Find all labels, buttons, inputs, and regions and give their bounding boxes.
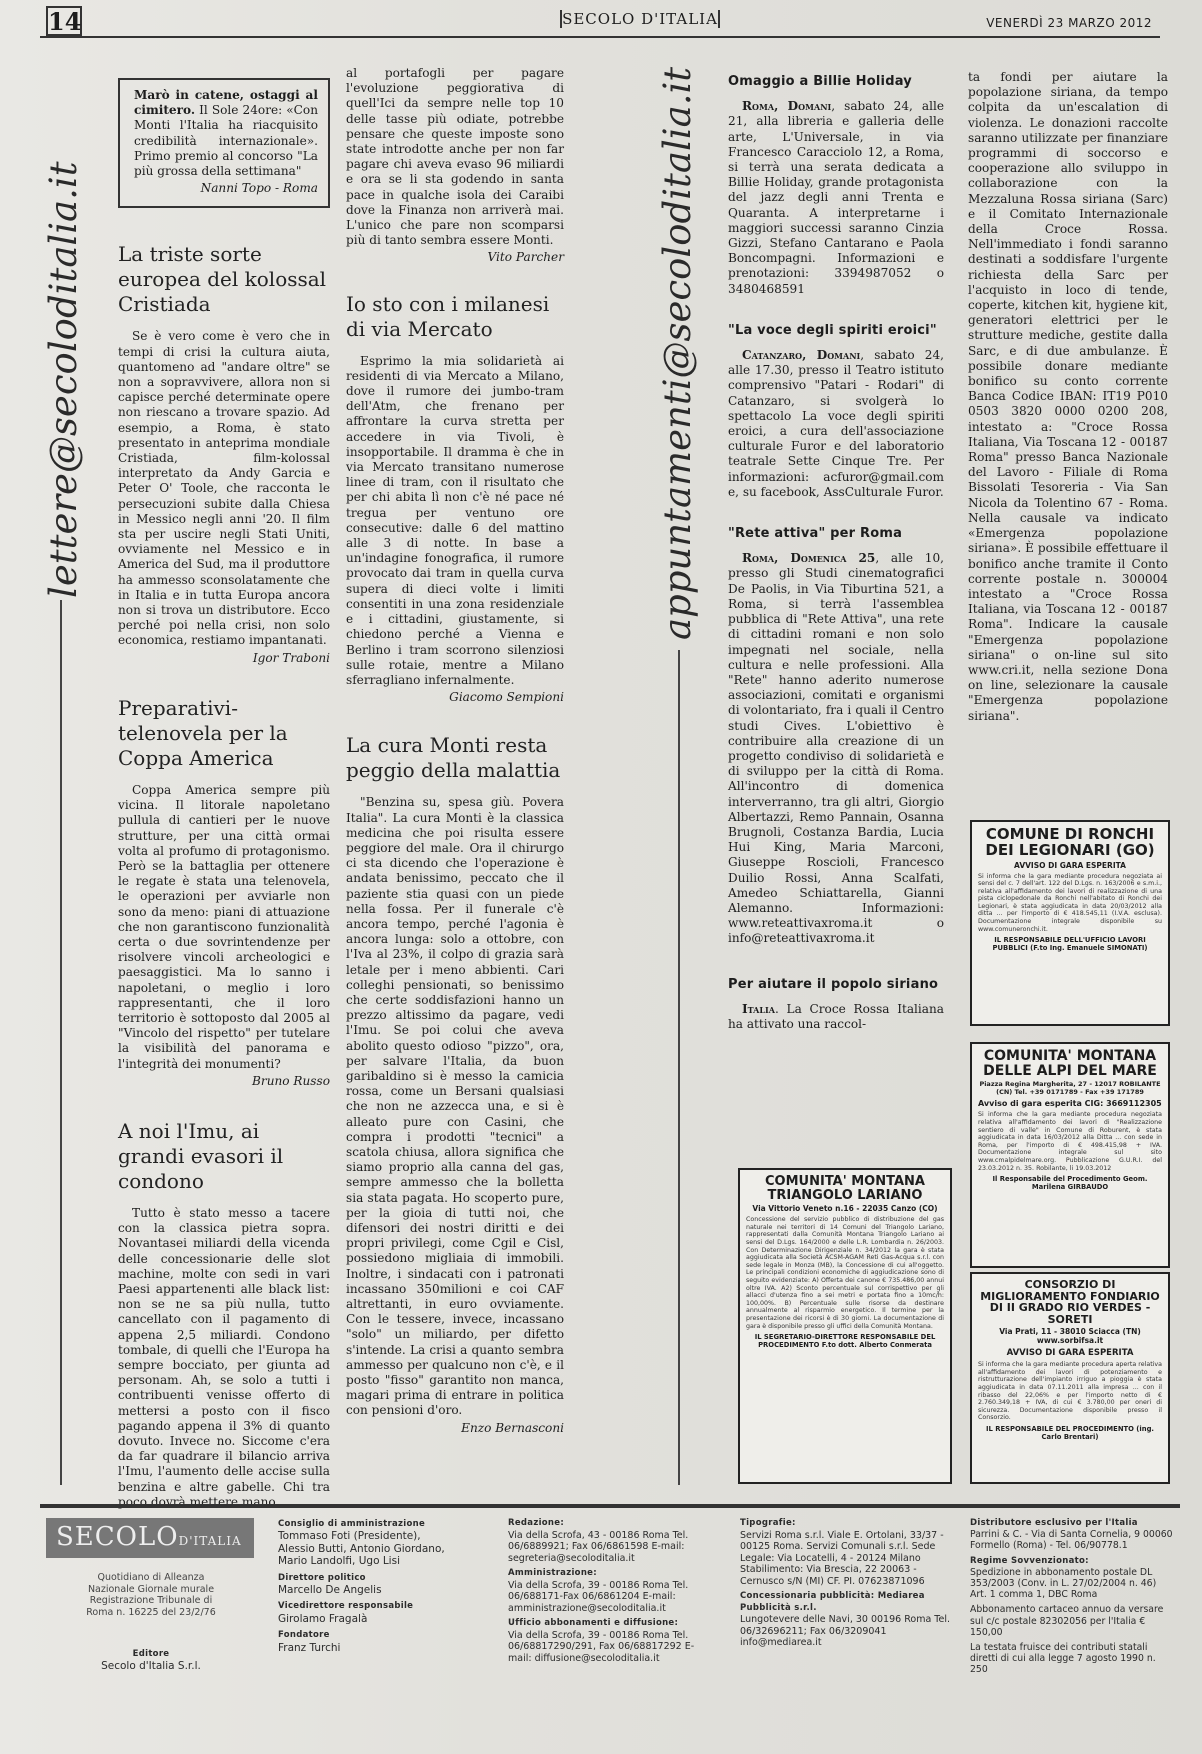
footer-distributore: Parrini & C. - Via di Santa Cornelia, 9 00060 Formello (Roma) - Tel. 06/90778.1: [970, 1529, 1173, 1552]
ad-alpi-footer: Il Responsabile del Procedimento Geom. Marilena GIRBAUDO: [992, 1175, 1148, 1192]
ad-alpi-subtitle: Avviso di gara esperita CIG: 3669112305: [978, 1099, 1162, 1109]
appointments-email-label: appuntamenti@secoloditalia.it: [656, 66, 699, 640]
footer-consiglio: Tommaso Foti (Presidente), Alessio Butti, Antonio Giordano, Mario Landolfi, Ugo Lisi: [278, 1530, 445, 1568]
appt-title-spiriti: "La voce degli spiriti eroici": [728, 322, 937, 338]
appt-lead-spiriti: Catanzaro, Domani: [742, 348, 861, 363]
box-text: Il Sole 24ore: «Con Monti l'Italia ha riacquisito credibilità internazionale». Primo premio al concorso "La più grossa della settimana": [134, 103, 318, 179]
footer-diffusione: Via della Scrofa, 39 - 00186 Roma Tel. 06/68817290/291, Fax 06/68817292 E-mail: diffusione@secoloditalia.it: [508, 1629, 695, 1664]
issue-date: VENERDÌ 23 MARZO 2012: [986, 16, 1152, 30]
footer-direttore: Marcello De Angelis: [278, 1584, 382, 1597]
footer-concessionaria: Lungotevere delle Navi, 30 00196 Roma Tel. 06/32696211; Fax 06/3209041 info@mediarea.it: [740, 1614, 950, 1648]
letter-title-cristiada: La triste sorte europea del kolossal Cristiada: [118, 242, 327, 317]
footer-regime-label: Regime Sovvenzionato:: [970, 1555, 1089, 1566]
page-number: 14: [48, 7, 82, 36]
footer-trattamento: La testata fruisce dei contributi statali diretti di cui alla legge 7 agosto 1990 n. 250: [970, 1642, 1156, 1676]
footer-regime: Spedizione in abbonamento postale DL 353/2003 (Conv. in L. 27/02/2004 n. 46) Art. 1 comma 1, DBC Roma: [970, 1566, 1157, 1601]
footer-vicedirettore-label: Vicedirettore responsabile: [278, 1601, 414, 1612]
letter-text-imu-continued: al portafogli per pagare l'evoluzione peggiorativa di quell'Ici da sempre nelle top 10 delle tasse più odiate, potrebbe pensare che queste imposte sono state introdotte anche per non far pagare chi aveva evaso 96 miliardi e ora se li sta godendo in santa pace in qualche isola dei Caraibi dove la Finanza non arriverà mai. L'unico che pare non scomparsi più di tanto sembra essere Monti.: [346, 66, 564, 248]
letter-title-milanesi: Io sto con i milanesi di via Mercato: [346, 291, 550, 341]
letter-text-imu: Tutto è stato messo a tacere con la classica pietra sopra. Novantasei miliardi della vicenda delle concessionarie delle slot machine, molte con sedi in vari Paesi appartenenti alle black list: non se ne sa più nulla, tutto cancellato con il pagamento di appena 2,5 miliardi. Condono tombale, di quelli che l'Europa ha sempre bocciato, per giunta ad personam. Ah, se solo a tutti i contribuenti venisse offerto di mettersi a posto con il fisco pagando appena il 3% di quanto dovuto. Invece no. Siccome c'era da far quadrare il bilancio arriva l'Imu, l'aumento delle accise sulla benzina e altre gabelle. Chi tra poco dovrà mettere mano: [118, 1205, 330, 1509]
appt-text-spiriti: , sabato 24, alle 17.30, presso il Teatro istituto comprensivo "Patari - Rodari" di Catanzaro, si svolgerà lo spettacolo La voce degli spiriti eroici, a cura dell'associazione culturale Furor e del laboratorio teatrale Sette Cinque Tre. Per informazioni: acfuror@gmail.com e, su facebook, AssCulturale Furor.: [728, 348, 944, 499]
footer-amministrazione: Via della Scrofa, 39 - 00186 Roma Tel. 06/688171-Fax 06/6861204 E-mail: amministrazione@secoloditalia.it: [508, 1579, 689, 1614]
letter-title-coppa: Preparativi-telenovela per la Coppa America: [118, 695, 288, 770]
footer-editore: [76, 1648, 226, 1673]
footer-logo-small: D'ITALIA: [178, 1534, 242, 1548]
ad-lariano-address: Via Vittorio Veneto n.16 - 22035 Canzo (CO): [752, 1204, 938, 1214]
appt-text-siria-continued: ta fondi per aiutare la popolazione siriana, da tempo colpita da un'escalation di violenza. Le donazioni raccolte saranno utilizzate per finanziare programmi di soccorso e cooperazione allo sviluppo in collaborazione con la Mezzaluna Rossa siriana (Sarc) e il Comitato Internazionale della Croce Rossa. Nell'immediato i fondi saranno destinati a soddisfare l'urgente richiesta della Sarc per l'acquisto in loco di tende, coperte, kitchen kit, hygiene kit, generatori elettrici per le strutture mediche, gestite dalla Sarc, e di due ambulanze. È possibile donare mediante bonifico su conto corrente Banca Codice IBAN: IT19 P010 0503 3820 0000 0200 208, intestato a: "Croce Rossa Italiana, Via Toscana 12 - 00187 Roma" presso Banca Nazionale del Lavoro - Filiale di Roma Bissolati Tesoreria - Via San Nicola da Tolentino 67 - Roma. Nella causale va indicato «Emergenza popolazione siriana». È possibile effettuare il bonifico anche tramite il Conto corrente postale n. 300004 intestato a "Croce Rossa Italiana, via Toscana 12 - 00187 Roma". Indicare la causale "Emergenza popolazione siriana" o on-line sul sito www.cri.it, nella sezione Dona on line, selezionare la causale "Emergenza popolazione siriana".: [968, 70, 1168, 723]
ad-ronchi-body: Si informa che la gara mediante procedura negoziata ai sensi del c. 7 dell'art. 122 del D.Lgs. n. 163/2006 e s.m.i., relativa all'affidamento dei lavori di realizzazione di una pista ciclopedonale da Ronchi nell'abitato di Ronchi dei Legionari, è stata aggiudicata in data 20/03/2012 alla ditta ... per l'importo di € 418.545,11 (I.V.A. esclusa). Documentazione integrale disponibile su www.comuneronchi.it.: [978, 872, 1162, 933]
footer-redazione: Via della Scrofa, 43 - 00186 Roma Tel. 06/6889921; Fax 06/6861598 E-mail: segreteria@secoloditalia.it: [508, 1529, 689, 1564]
footer-printing: [740, 1518, 950, 1649]
ad-lariano-footer: IL SEGRETARIO-DIRETTORE RESPONSABILE DEL PROCEDIMENTO F.to dott. Alberto Conmerata: [754, 1333, 936, 1350]
appt-text-holiday: , sabato 24, alle 21, alla libreria e galleria delle arte, L'Universale, in via Francesco Caracciolo 12, a Roma, si terrà una serata dedicata a Billie Holiday, grande protagonista del jazz degli anni Trenta e Quaranta. A interpretarne i maggiori successi saranno Cinzia Gizzi, Stefano Cantarano e Paola Boncompagni. Informazioni e prenotazioni: 3394987052 o 3480468591: [728, 99, 944, 296]
letters-column-1: [118, 78, 330, 1510]
footer-concessionaria-label: Concessionaria pubblicità: Mediarea Pubblicità s.r.l.: [740, 1591, 925, 1613]
ad-ronchi: [970, 820, 1170, 1026]
ad-ronchi-footer: IL RESPONSABILE DELL'UFFICIO LAVORI PUBBLICI (F.to Ing. Emanuele SIMONATI): [992, 936, 1148, 953]
letter-title-imu: A noi l'Imu, ai grandi evasori il condono: [118, 1118, 284, 1193]
ad-alpi-address: Piazza Regina Margherita, 27 - 12017 ROBILANTE (CN) Tel. +39 0171789 - Fax +39 171789: [979, 1080, 1161, 1097]
ad-ronchi-subtitle: AVVISO DI GARA ESPERITA: [1014, 860, 1126, 870]
appt-lead-siria: Italia: [742, 1001, 775, 1016]
footer-direttore-label: Direttore politico: [278, 1572, 366, 1583]
letter-signature-cristiada: Igor Traboni: [252, 650, 330, 665]
letter-signature-imu: Vito Parcher: [487, 250, 564, 265]
ad-lariano: [738, 1168, 952, 1484]
appt-lead-holiday: Roma, Domani: [742, 99, 832, 114]
footer-tipografie-label: Tipografie:: [740, 1518, 796, 1528]
page-header: [40, 6, 1160, 38]
colophon: [40, 1504, 1180, 1714]
letter-title-monti: La cura Monti resta peggio della malattia: [346, 733, 561, 783]
ad-alpi: [970, 1042, 1170, 1268]
ad-alpi-body: Si informa che la gara mediante procedura negoziata relativa all'affidamento dei lavori di "Realizzazione sentiero di valle" in Comune di Roburent, è stata aggiudicata in data 16/03/2012 alla Ditta ... con sede in Roma, per l'importo di € 498.415,98 + IVA. Documentazione integrale sul sito www.cmalpidelmare.org. Pubblicazione G.U.R.I. del 23.03.2012 n. 35. Robilante, li 19.03.2012: [978, 1111, 1162, 1172]
ad-rio-body: Si informa che la gara mediante procedura aperta relativa all'affidamento dei lavori di potenziamento e ristrutturazione dell'impianto irriguo a pioggia è stata aggiudicata in data 07.11.2011 alla impresa ... con il ribasso del 22,06% e per l'importo netto di € 2.760.349,18 + IVA, di cui € 3.780,00 per oneri di sicurezza. Documentazione disponibile presso il Consorzio.: [978, 1361, 1162, 1422]
footer-consiglio-label: Consiglio di amministrazione: [278, 1519, 426, 1529]
footer-amministrazione-label: Amministrazione:: [508, 1568, 597, 1578]
letters-email-label: lettere@secoloditalia.it: [42, 161, 85, 598]
letters-rule: [60, 600, 62, 1485]
footer-diffusione-label: Ufficio abbonamenti e diffusione:: [508, 1618, 679, 1628]
footer-logo-main: SECOLO: [56, 1522, 179, 1552]
letter-text-cristiada: Se è vero come è vero che in tempi di crisi la cultura aiuta, quantomeno ad "andare oltre" se non a sopravvivere, allora non si capisce perché determinate opere non riescano a trovare spazio. Ad esempio, a Roma, è stato presentato in anteprima mondiale Cristiada, film-kolossal interpretato da Andy Garcia e Peter O' Toole, che racconta le persecuzioni subite dalla Chiesa in Messico negli anni '20. Il film sta per uscire negli Stati Uniti, ovviamente nel Messico e in America del Sud, ma il produttore ha ammesso sconsolatamente che in Italia e in tutta Europa ancora non si trova un distributore. Ecco perché poi nella crisi, non solo economica, restiamo impantanati.: [118, 329, 330, 648]
letter-text-coppa: Coppa America sempre più vicina. Il litorale napoletano pullula di cantieri per le nuove strutture, per una città ormai volta al profumo di protagonismo. Però se la battaglia per ottenere le regate è stata una telenovela, le operazioni per avviarle non sono da meno: piani di attuazione che non garantiscono funzionalità certa o due sovrintendenze per risolvere vincoli archeologici e paesaggistici. Ma lo sanno i napoletani, o meglio i loro rappresentanti, che il loro territorio è sottoposto dal 2005 al "Vincolo del rispetto" per tutelare la visibilità del panorama e l'integrità dei monumenti?: [118, 782, 330, 1071]
footer-distributore-label: Distributore esclusivo per l'Italia: [970, 1518, 1138, 1528]
appt-title-holiday: Omaggio a Billie Holiday: [728, 74, 912, 89]
footer-editore-value: Secolo d'Italia S.r.l.: [101, 1660, 201, 1673]
ad-lariano-title: COMUNITA' MONTANA TRIANGOLO LARIANO: [765, 1174, 925, 1203]
appt-lead-rete: Roma, Domenica 25: [742, 551, 876, 566]
footer-fondatore-label: Fondatore: [278, 1630, 330, 1641]
letter-text-milanesi: Esprimo la mia solidarietà ai residenti di via Mercato a Milano, dove il rumore dei jumbo-tram dell'Atm, che frenano per affrontare la curva stretta per accedere in via Tivoli, è insopportabile. Il dramma è che in via Mercato transitano numerose linee di tram, con il risultato che per chi abita lì non c'è né pace né tregua per ventuno ore consecutive: dalle 6 del mattino alle 3 di notte. In base a un'indagine fonografica, il rumore provocato dai tram in quella curva supera di dieci volte i limiti consentiti in una zona residenziale e i cittadini, giustamente, si chiedono perché a Vienna e Berlino i tram scorrono silenziosi sulle rotaie, mentre a Milano sferragliano infernalmente.: [346, 353, 564, 687]
appt-title-siria: Per aiutare il popolo siriano: [728, 976, 939, 992]
ad-rio-subtitle: AVVISO DI GARA ESPERITA: [1006, 1348, 1134, 1359]
ad-rio-verdes: [970, 1272, 1170, 1484]
letter-signature-coppa: Bruno Russo: [252, 1073, 330, 1088]
letter-text-monti: "Benzina su, spesa giù. Povera Italia". La cura Monti è la classica medicina che poi risulta essere peggiore del male. Ora il chirurgo ci sta dicendo che l'operazione è andata benissimo, peccato che il paziente stia quasi con un piede nella fossa. Per il funerale c'è ancora tempo, perché l'agonia è ancora lunga: solo a ottobre, con l'Iva al 23%, il colpo di grazia sarà letale per i meno abbienti. Cari colleghi pensionati, so benissimo che certe soddisfazioni hanno un prezzo altissimo da pagare, vedi l'Imu. Se poi colui che aveva abolito questo odioso "pizzo", ora, per salvare l'Italia, da buon garibaldino si è messo la camicia rossa, come un Bersani qualsiasi che non ne azzecca una, e si è alleato pure con Casini, che compra i prodotti "tecnici" a scatola chiusa, allora significa che siamo proprio alla canna del gas, sempre ammesso che la bolletta sia stata pagata. Ho scoperto pure, per la gioia di tutti noi, che difensori dei nostri diritti e dei propri privilegi, come Cgil e Cisl, possiedono migliaia di immobili. Inoltre, i sindacati con i patronati incassano 350milioni e coi CAF altrettanti, in euro ovviamente. Con le tessere, invece, incassano "solo" un miliardo, per difetto s'intende. La crisi a quanto sembra ammesso per qualcuno non c'è, e il posto "fisso" garantito non manca, magari prima di entrare in politica con pensioni d'oro.: [346, 795, 564, 1418]
footer-logo: [46, 1518, 254, 1558]
ad-rio-footer: IL RESPONSABILE DEL PROCEDIMENTO (ing. Carlo Brentari): [985, 1424, 1155, 1441]
letter-signature-milanesi: Giacomo Sempioni: [449, 690, 564, 705]
footer-vicedirettore: Girolamo Fragalà: [278, 1612, 368, 1625]
footer-redazione-label: Redazione:: [508, 1518, 565, 1528]
footer-masthead: Quotidiano di Alleanza Nazionale Giornale murale Registrazione Tribunale di Roma n. 16225 del 23/2/76: [86, 1572, 216, 1618]
appt-title-rete: "Rete attiva" per Roma: [728, 526, 903, 542]
appt-text-rete: , alle 10, presso gli Studi cinematografici De Paolis, in Via Tiburtina 521, a Roma, si terrà l'assemblea pubblica di "Rete Attiva", una rete di cittadini romani e non solo impegnati nel sociale, nella cultura e nelle professioni. Alla "Rete" hanno aderito numerose associazioni, comitati e organismi di volontariato, fra i quali il Centro studi Cives. L'obiettivo è contribuire alla creazione di un progetto condiviso di solidarietà e di sviluppo per la città di Roma. All'incontro di domenica interverranno, tra gli altri, Giorgio Albertazzi, Remo Pannain, Osanna Brugnoli, Costanza Bardia, Lucia Hui King, Maria Marconi, Giuseppe Roscioli, Francesco Duilio Rossi, Anna Scalfati, Amedeo Schiattarella, Gianni Alemanno. Informazioni: www.reteattivaxroma.it o info@reteattivaxroma.it: [728, 551, 944, 946]
footer-offices: [508, 1518, 698, 1664]
letter-box: [118, 78, 330, 208]
ad-alpi-title: COMUNITA' MONTANA DELLE ALPI DEL MARE: [983, 1048, 1157, 1079]
box-headline: Marò in catene, ostaggi al cimitero.: [134, 88, 318, 118]
appt-text-siria: . La Croce Rossa Italiana ha attivato una raccol-: [728, 1001, 944, 1031]
appointments-rule: [678, 650, 680, 1485]
box-signature: Nanni Topo - Roma: [200, 181, 318, 196]
letter-signature-monti: Enzo Bernasconi: [461, 1420, 564, 1435]
newspaper-title: SECOLO D'ITALIA: [560, 10, 720, 28]
ad-rio-title: CONSORZIO DI MIGLIORAMENTO FONDIARIO DI II GRADO RIO VERDES - SORETI: [980, 1278, 1160, 1326]
ad-rio-address: Via Prati, 11 - 38010 Sciacca (TN) www.sorbifsa.it: [999, 1327, 1141, 1346]
ad-lariano-body: Concessione del servizio pubblico di distribuzione del gas naturale nei territori di 14 Comuni del Triangolo Lariano, rappresentati dalla Comunità Montana Triangolo Lariano ai sensi del D.Lgs. 164/2000 e delle L.R. Lombardia n. 26/2003. Con Determinazione Dirigenziale n. 34/2012 la gara è stata aggiudicata alla Società ACSM-AGAM Reti Gas-Acqua s.r.l. con sede legale in Monza (MB), la Concessione di cui all'oggetto. Le principali condizioni economiche di aggiudicazione sono di seguito evidenziate: A) Offerta dei canone € 735.486,00 annui oltre IVA. A2) Sconto percentuale sul corrispettivo per gli allacci d'utenza fino a sei metri e portata fino a 10mc/h: 100,00%. B) Percentuale sulle risorse da destinare annualmente al risparmio energetico. Il termine per la presentazione dei ricorsi è di 30 giorni. La documentazione di gara è disponibile presso gli uffici della Comunità Montana.: [746, 1216, 944, 1330]
appointments-column-2: [968, 70, 1168, 724]
footer-fondatore: Franz Turchi: [278, 1641, 341, 1654]
appointments-column-1: [728, 74, 944, 1032]
footer-editore-label: Editore: [132, 1649, 170, 1659]
letters-column-2: [346, 66, 564, 1436]
footer-tipografie: Servizi Roma s.r.l. Viale E. Ortolani, 33/37 - 00125 Roma. Servizi Comunali s.r.l. Sede Legale: Via Locatelli, 4 - 20124 Milano Stabilimento: Via Brescia, 22 20063 - Cernusco s/N (MI) CF. PI. 07623871096: [740, 1529, 944, 1587]
footer-board: [278, 1518, 446, 1654]
footer-abbonamento: Abbonamento cartaceo annuo da versare sul c/c postale 82302056 per l'Italia € 150,00: [970, 1604, 1164, 1638]
ad-ronchi-title: COMUNE DI RONCHI DEI LEGIONARI (GO): [985, 825, 1155, 859]
footer-distribution: [970, 1518, 1175, 1676]
